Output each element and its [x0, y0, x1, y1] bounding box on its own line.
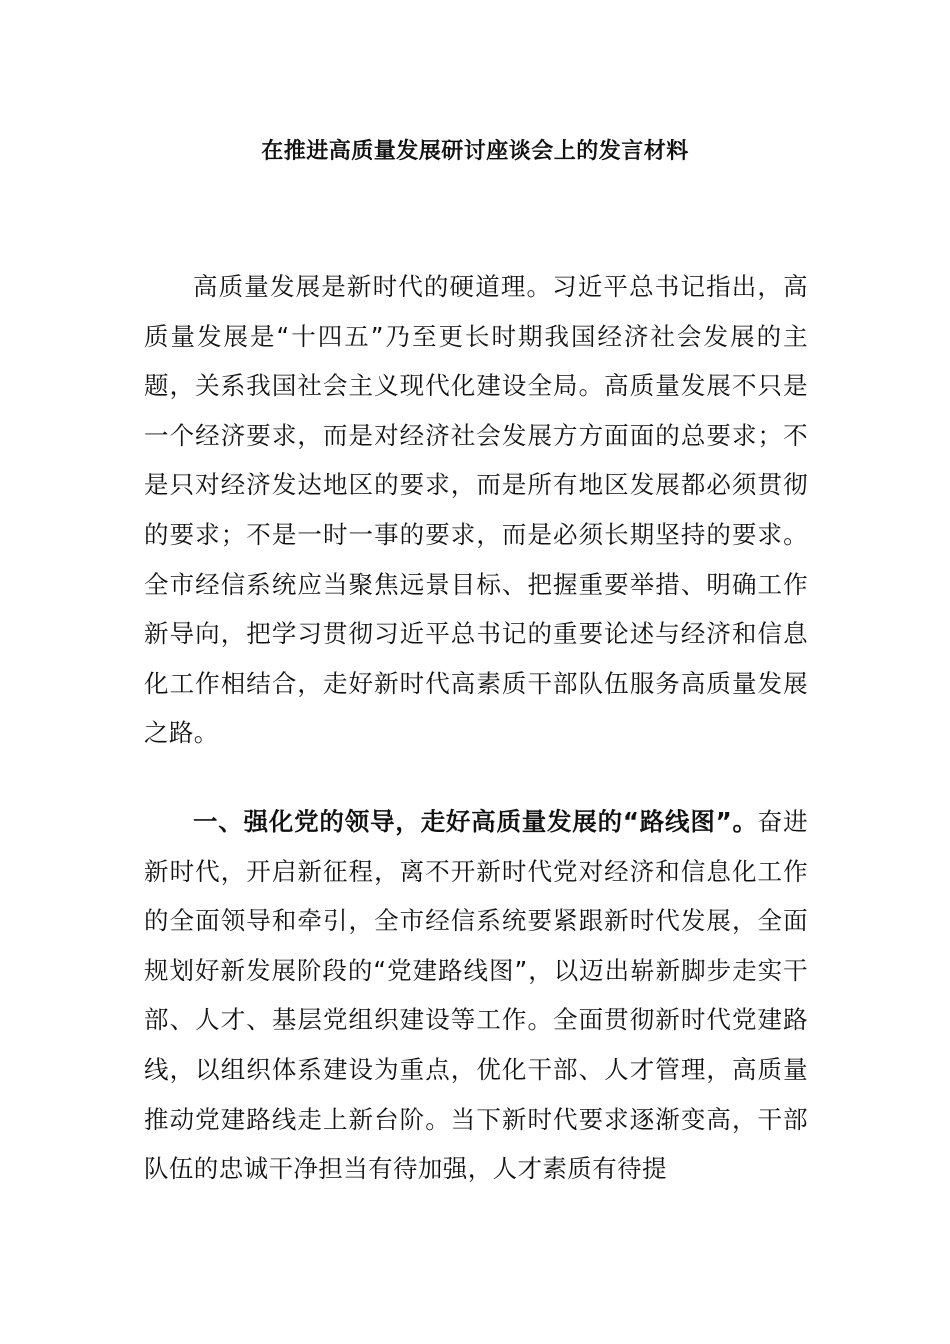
body-paragraph: 高质量发展是新时代的硬道理。习近平总书记指出，高质量发展是“十四五”乃至更长时期我国经济社会发展的主题，关系我国社会主义现代化建设全局。高质量发展不只是一个经济要求，而是对经济社会发展方方面面的总要求；不是只对经济发达地区的要求，而是所有地区发展都必须贯彻的要求；不是一时一事的要求，而是必须长期坚持的要求。全市经信系统应当聚焦远景目标、把握重要举措、明确工作新导向，把学习贯彻习近平总书记的重要论述与经济和信息化工作相结合，走好新时代高素质干部队伍服务高质量发展之路。	[144, 272, 808, 748]
section-body: 奋进新时代，开启新征程，离不开新时代党对经济和信息化工作的全面领导和牵引，全市经信系统要紧跟新时代发展，全面规划好新发展阶段的“党建路线图”，以迈出崭新脚步走实干部、人才、基层党组织建设等工作。全面贯彻新时代党建路线，以组织体系建设为重点，优化干部、人才管理，高质量推动党建路线走上新台阶。当下新时代要求逐渐变高，干部队伍的忠诚干净担当有待加强，人才素质有待提	[144, 807, 808, 1184]
section-heading: 一、强化党的领导，走好高质量发展的“路线图”。	[193, 807, 758, 836]
section-paragraph	[144, 797, 808, 1194]
page-title: 在推进高质量发展研讨座谈会上的发言材料	[261, 139, 689, 164]
